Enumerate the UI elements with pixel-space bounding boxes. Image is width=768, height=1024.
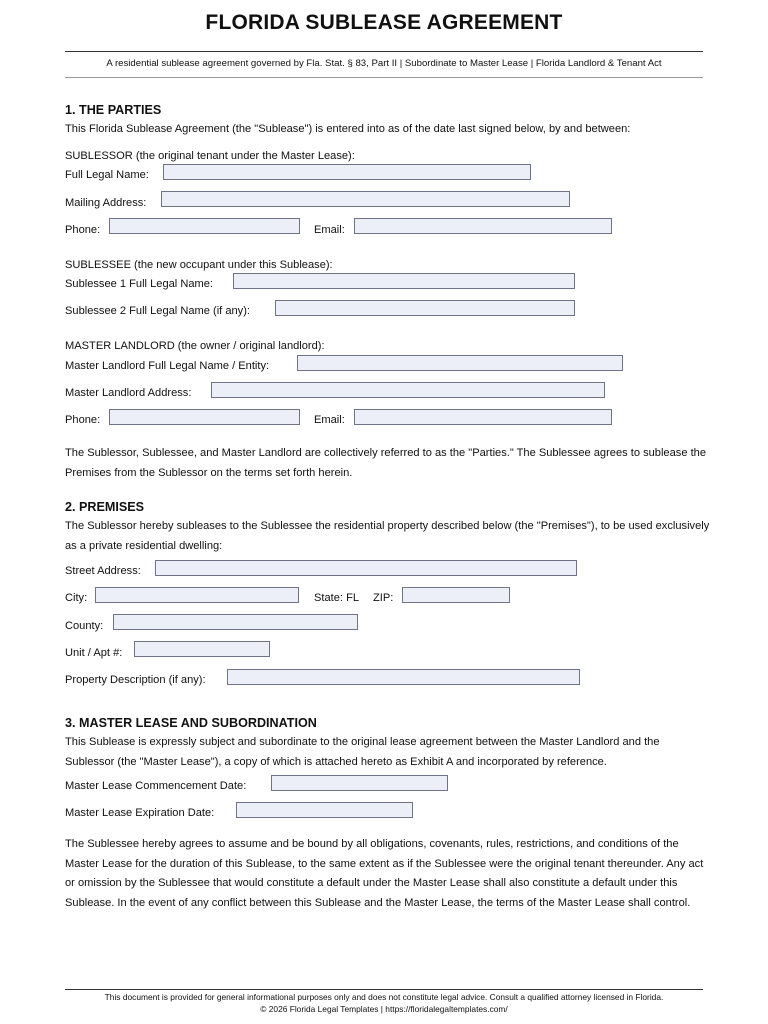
- parties-closing-text: The Sublessor, Sublessee, and Master Landlord are collectively referred to as the "Parties." The Sublessee agrees to sublease the Premises from the Sublessor on the terms set forth herein.: [65, 447, 706, 479]
- master-lease-body: The Sublessee hereby agrees to assume and be bound by all obligations, covenants, rules, restrictions, and conditions of the Master Lease for the duration of this Sublease, to the same extent as if the Sublessee were the original tenant thereunder. Any act or omission by the Sublessee that would constitute a default under the Master Lease shall also constitute a default under this Sublease. In the event of any conflict between this Sublease and the Master Lease, the terms of the Master Lease shall control.: [65, 838, 704, 909]
- zip-label: ZIP:: [373, 592, 394, 604]
- sublessee2-name-field[interactable]: [275, 300, 575, 316]
- landlord-email-field[interactable]: [354, 409, 612, 425]
- zip-field[interactable]: [402, 587, 510, 603]
- sublessor-address-label: Mailing Address:: [65, 197, 147, 209]
- landlord-name-field[interactable]: [297, 355, 623, 371]
- street-address-label: Street Address:: [65, 565, 141, 577]
- commencement-date-label: Master Lease Commencement Date:: [65, 780, 247, 792]
- document-subtitle: A residential sublease agreement governed by Fla. Stat. § 83, Part II | Subordinate to Master Lease | Florida Landlord & Tenant Act: [106, 58, 662, 69]
- sublessee1-name-field[interactable]: [233, 273, 575, 289]
- landlord-phone-field[interactable]: [109, 409, 300, 425]
- landlord-heading: MASTER LANDLORD (the owner / original landlord):: [65, 340, 325, 352]
- section-heading-parties: 1. THE PARTIES: [65, 103, 162, 117]
- property-description-field[interactable]: [227, 669, 580, 685]
- sublessee1-name-label: Sublessee 1 Full Legal Name:: [65, 278, 213, 290]
- sublessor-address-field[interactable]: [161, 191, 570, 207]
- county-label: County:: [65, 620, 104, 632]
- state-label: State: FL: [314, 592, 360, 604]
- sublessor-name-label: Full Legal Name:: [65, 169, 149, 181]
- master-lease-intro: This Sublease is expressly subject and subordinate to the original lease agreement between the Master Landlord and the Sublessor (the "Master Lease"), a copy of which is attached hereto as Exhibit A and incorporated by reference.: [65, 736, 660, 768]
- footer-disclaimer: This document is provided for general informational purposes only and does not constitute legal advice. Consult a qualified attorney licensed in Florida.: [104, 992, 664, 1002]
- sublessor-email-label: Email:: [314, 224, 345, 236]
- document-title: FLORIDA SUBLEASE AGREEMENT: [205, 11, 563, 34]
- subtitle-divider: [65, 77, 703, 78]
- section-heading-premises: 2. PREMISES: [65, 500, 145, 514]
- property-description-label: Property Description (if any):: [65, 674, 206, 686]
- landlord-address-field[interactable]: [211, 382, 605, 398]
- sublessor-phone-label: Phone:: [65, 224, 101, 236]
- sublessor-email-field[interactable]: [354, 218, 612, 234]
- sublessee-heading: SUBLESSEE (the new occupant under this Sublease):: [65, 259, 333, 271]
- sublessee2-name-label: Sublessee 2 Full Legal Name (if any):: [65, 305, 250, 317]
- footer-copyright: © 2026 Florida Legal Templates | https://floridalegaltemplates.com/: [260, 1004, 508, 1014]
- title-divider: [65, 51, 703, 52]
- unit-field[interactable]: [134, 641, 270, 657]
- footer-divider: [65, 989, 703, 990]
- expiration-date-label: Master Lease Expiration Date:: [65, 807, 215, 819]
- section-heading-master-lease: 3. MASTER LEASE AND SUBORDINATION: [65, 716, 317, 730]
- landlord-email-label: Email:: [314, 414, 345, 426]
- landlord-phone-label: Phone:: [65, 414, 101, 426]
- commencement-date-field[interactable]: [271, 775, 448, 791]
- sublessor-heading: SUBLESSOR (the original tenant under the Master Lease):: [65, 150, 355, 162]
- city-field[interactable]: [95, 587, 299, 603]
- landlord-address-label: Master Landlord Address:: [65, 387, 192, 399]
- landlord-name-label: Master Landlord Full Legal Name / Entity:: [65, 360, 270, 372]
- county-field[interactable]: [113, 614, 358, 630]
- premises-intro: The Sublessor hereby subleases to the Sublessee the residential property described below (the "Premises"), to be used exclusively as a private residential dwelling:: [65, 520, 710, 552]
- expiration-date-field[interactable]: [236, 802, 413, 818]
- parties-intro: This Florida Sublease Agreement (the "Sublease") is entered into as of the date last signed below, by and between:: [65, 123, 631, 135]
- city-label: City:: [65, 592, 88, 604]
- unit-label: Unit / Apt #:: [65, 647, 123, 659]
- street-address-field[interactable]: [155, 560, 577, 576]
- sublessor-name-field[interactable]: [163, 164, 531, 180]
- sublessor-phone-field[interactable]: [109, 218, 300, 234]
